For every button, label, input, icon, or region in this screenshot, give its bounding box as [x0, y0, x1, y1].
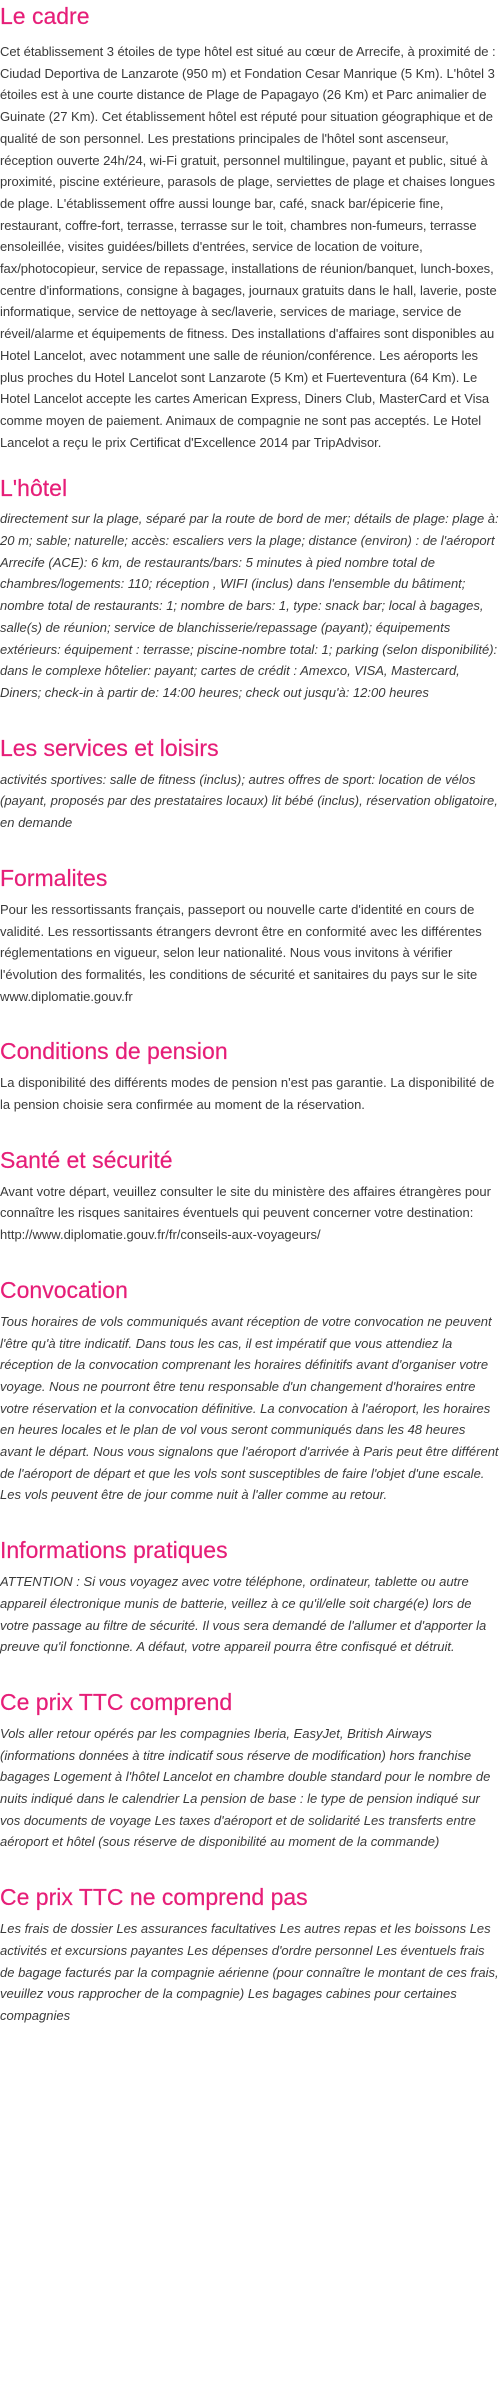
hotel-description-page [0, 2, 500, 2027]
section-body: directement sur la plage, séparé par la route de bord de mer; détails de plage: plage à: 20 m; sable; naturelle; accès: escaliers vers la plage; distance (environ) : de l'aéroport Arrecife (ACE): 6 km, de restaurants/bars: 5 minutes à pied nombre total de chambres/logements: 110; réception , WIFI (inclus) dans l'ensemble du bâtiment; nombre total de restaurants: 1; nombre de bars: 1, type: snack bar; local à bagages, salle(s) de réunion; service de blanchisserie/repassage (payant); équipements extérieurs: équipement : terrasse; piscine-nombre total: 1; parking (selon disponibilité): dans le complexe hôtelier: payant; cartes de crédit : Amexco, VISA, Mastercard, Diners; check-in à partir de: 14:00 heures; check out jusqu'à: 12:00 heures [0, 511, 499, 700]
section-body: Vols aller retour opérés par les compagnies Iberia, EasyJet, British Airways (informations données à titre indicatif sous réserve de modification) hors franchise bagages Logement à l'hôtel Lancelot en chambre double standard pour le nombre de nuits indiqué dans le calendrier La pension de base : le type de pension indiqué sur vos documents de voyage Les taxes d'aéroport et de solidarité Les transferts entre aéroport et hôtel (sous réserve de disponibilité au moment de la commande) [0, 1725, 491, 1850]
section-title: Ce prix TTC ne comprend pas [0, 1884, 308, 1911]
section-title: Santé et sécurité [0, 1146, 173, 1173]
section-title: Les services et loisirs [0, 734, 219, 761]
section-body: Tous horaires de vols communiqués avant réception de votre convocation ne peuvent l'être qu'à titre indicatif. Dans tous les cas, il est impératif que vous attendiez la réception de la convocation comprenant les horaires définitifs avant d'organiser votre voyage. Nous ne pourront être tenu responsable d'un changement d'horaires entre votre réservation et la convocation définitive. La convocation à l'aéroport, les horaires en heures locales et le plan de vol vous seront communiqués dans les 48 heures avant le départ. Nous vous signalons que l'aéroport d'arrivée à Paris peut être différent de l'aéroport de départ et que les vols sont susceptibles de faire l'objet d'une escale. Les vols peuvent être de jour comme nuit à l'aller comme au retour. [0, 1313, 499, 1503]
section-body: Avant votre départ, veuillez consulter le site du ministère des affaires étrangères pour connaître les risques sanitaires éventuels qui peuvent concerner votre destination: http://www.diplomatie.gouv.fr/fr/conseils-aux-voyageurs/ [0, 1183, 491, 1243]
section-body: ATTENTION : Si vous voyagez avec votre téléphone, ordinateur, tablette ou autre appareil électronique munis de batterie, veillez à ce qu'il/elle soit chargé(e) lors de votre passage au filtre de sécurité. Il vous sera demandé de l'allumer et d'apporter la preuve qu'il fonctionne. A défaut, votre appareil pourra être confisqué et détruit. [0, 1574, 487, 1655]
section-body: Cet établissement 3 étoiles de type hôtel est situé au cœur de Arrecife, à proximité de : Ciudad Deportiva de Lanzarote (950 m) et Fondation Cesar Manrique (5 Km). L'hôtel 3 étoiles est à une courte distance de Plage de Papagayo (26 Km) et Parc animalier de Guinate (27 Km). Cet établissement hôtel est réputé pour situation géographique et de qualité de son personnel. Les prestations principales de l'hôtel sont ascenseur, réception ouverte 24h/24, wi-Fi gratuit, personnel multilingue, payant et public, situé à proximité, piscine extérieure, parasols de plage, serviettes de plage et chaises longues de plage. L'établissement offre aussi lounge bar, café, snack bar/épicerie fine, restaurant, coffre-fort, terrasse, terrasse sur le toit, chambres non-fumeurs, terrasse ensoleillée, visites guidées/billets d'entrées, service de location de voiture, fax/photocopieur, service de repassage, installations de réunion/banquet, lunch-boxes, centre d'informations, consigne à bagages, journaux gratuits dans le hall, laverie, poste informatique, service de nettoyage à sec/laverie, services de mariage, service de réveil/alarme et équipements de fitness. Des installations d'affaires sont disponibles au Hotel Lancelot, avec notamment une salle de réunion/conférence. Les aéroports les plus proches du Hotel Lancelot sont Lanzarote (5 Km) et Fuerteventura (64 Km). Le Hotel Lancelot accepte les cartes American Express, Diners Club, MasterCard et Visa comme moyen de paiement. Animaux de compagnie ne sont pas acceptés. Le Hotel Lancelot a reçu le prix Certificat d'Excellence 2014 par TripAdvisor. [0, 44, 497, 450]
section-title: Informations pratiques [0, 1537, 228, 1564]
section-title: Le cadre [0, 3, 90, 29]
section-body: La disponibilité des différents modes de pension n'est pas garantie. La disponibilité de la pension choisie sera confirmée au moment de la réservation. [0, 1075, 495, 1113]
section-services-loisirs [0, 734, 500, 834]
section-body: Les frais de dossier Les assurances facultatives Les autres repas et les boissons Les activités et excursions payantes Les dépenses d'ordre personnel Les éventuels frais de bagage facturés par la compagnie aérienne (pour connaître le montant de ces frais, veuillez vous rapprocher de la compagnie) Les bagages cabines pour certaines compagnies [0, 1921, 499, 2023]
section-title: Formalites [0, 864, 108, 891]
section-body: activités sportives: salle de fitness (inclus); autres offres de sport: location de vélos (payant, proposés par des prestataires locaux) lit bébé (inclus), réservation obligatoire, en demande [0, 771, 498, 831]
section-body: Pour les ressortissants français, passeport ou nouvelle carte d'identité en cours de validité. Les ressortissants étrangers devront être en conformité avec les différentes réglementations en vigueur, selon leur nationalité. Nous vous invitons à vérifier l'évolution des formalités, les conditions de sécurité et sanitaires du pays sur le site www.diplomatie.gouv.fr [0, 901, 482, 1004]
section-title: Ce prix TTC comprend [0, 1688, 233, 1715]
section-title: L'hôtel [0, 475, 68, 502]
section-le-cadre [0, 2, 500, 453]
section-title: Conditions de pension [0, 1038, 228, 1065]
section-formalites [0, 864, 500, 1008]
section-informations-pratiques [0, 1536, 500, 1658]
section-prix-comprend [0, 1688, 500, 1853]
section-l-hotel [0, 474, 500, 703]
section-sante-securite [0, 1146, 500, 1246]
section-prix-ne-comprend-pas [0, 1883, 500, 2027]
section-conditions-pension [0, 1037, 500, 1115]
section-convocation [0, 1276, 500, 1506]
section-title: Convocation [0, 1276, 128, 1303]
